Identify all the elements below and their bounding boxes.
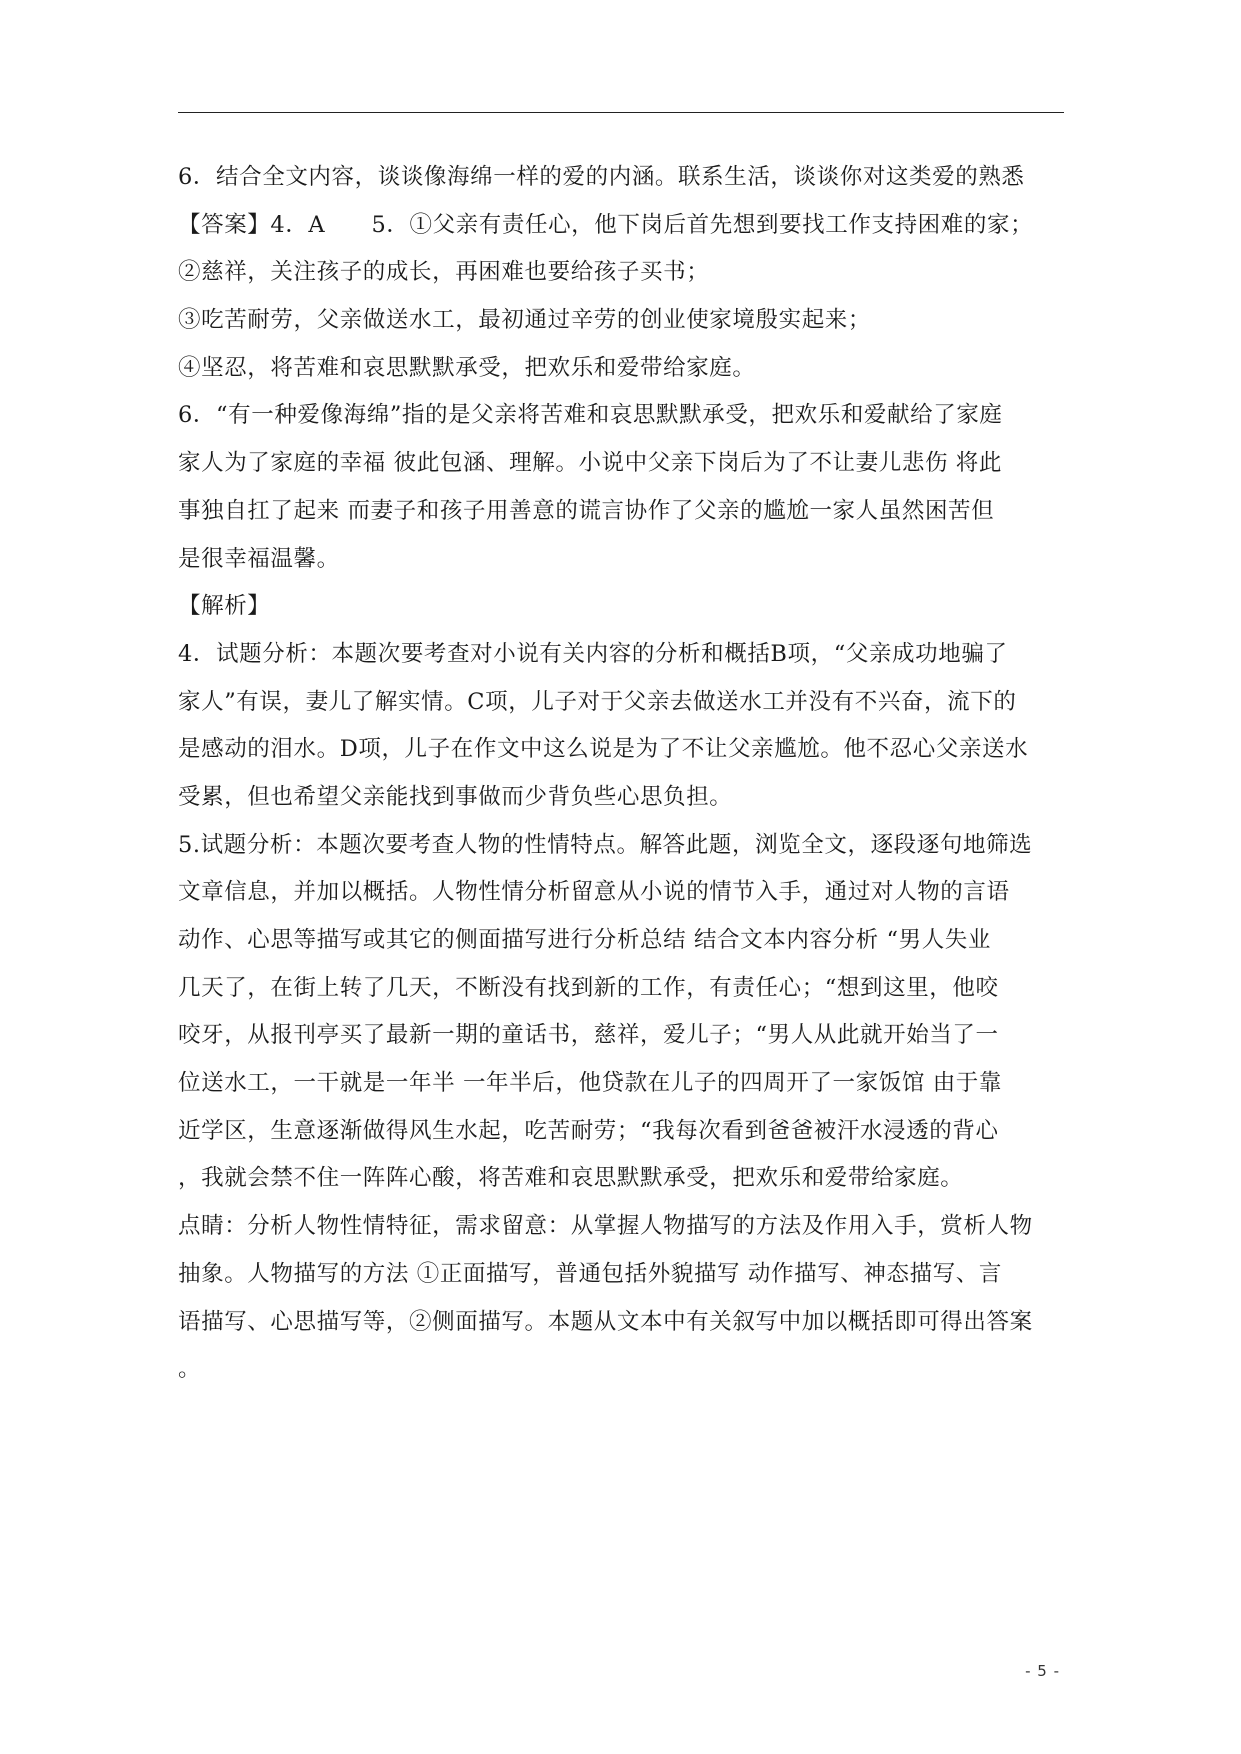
- answer-line: 【答案】4．A 5．①父亲有责任心，他下岗后首先想到要找工作支持困难的家；: [178, 211, 1034, 238]
- analysis-5-line: 几天了，在街上转了几天，不断没有找到新的工作，有责任心；“想到这里，他咬: [178, 974, 999, 1001]
- key-point-line: 。: [178, 1356, 202, 1383]
- analysis-4-line: 受累，但也希望父亲能找到事做而少背负些心思负担。: [178, 783, 733, 810]
- answer-5-point-4: ④坚忍，将苦难和哀思默默承受，把欢乐和爱带给家庭。: [178, 354, 756, 381]
- answer-6-line: 事独自扛了起来 而妻子和孩子用善意的谎言协作了父亲的尴尬一家人虽然困苦但: [178, 497, 995, 524]
- analysis-4-line: 4．试题分析：本题次要考查对小说有关内容的分析和概括B项，“父亲成功地骗了: [178, 640, 1008, 667]
- header-rule: [178, 112, 1064, 113]
- analysis-5-line: ，我就会禁不住一阵阵心酸，将苦难和哀思默默承受，把欢乐和爱带给家庭。: [178, 1165, 964, 1192]
- key-point-line: 抽象。人物描写的方法 ①正面描写，普通包括外貌描写 动作描写、神态描写、言: [178, 1260, 1003, 1287]
- analysis-heading: 【解析】: [178, 593, 271, 620]
- key-point-line: 点睛：分析人物性情特征，需求留意：从掌握人物描写的方法及作用入手，赏析人物: [178, 1213, 1033, 1240]
- analysis-4-line: 是感动的泪水。D项，儿子在作文中这么说是为了不让父亲尴尬。他不忍心父亲送水: [178, 736, 1029, 763]
- key-point-line: 语描写、心思描写等，②侧面描写。本题从文本中有关叙写中加以概括即可得出答案: [178, 1308, 1033, 1335]
- answer-6-line: 家人为了家庭的幸福 彼此包涵、理解。小说中父亲下岗后为了不让妻儿悲伤 将此: [178, 450, 1003, 477]
- answer-5-point-2: ②慈祥，关注孩子的成长，再困难也要给孩子买书；: [178, 259, 710, 286]
- analysis-5-line: 位送水工，一干就是一年半 一年半后，他贷款在儿子的四周开了一家饭馆 由于靠: [178, 1070, 1003, 1097]
- analysis-5-line: 近学区，生意逐渐做得风生水起，吃苦耐劳；“我每次看到爸爸被汗水浸透的背心: [178, 1117, 999, 1144]
- answer-6-line: 6．“有一种爱像海绵”指的是父亲将苦难和哀思默默承受，把欢乐和爱献给了家庭: [178, 402, 1003, 429]
- analysis-5-line: 咬牙，从报刊亭买了最新一期的童话书，慈祥，爱儿子；“男人从此就开始当了一: [178, 1022, 999, 1049]
- analysis-5-line: 5.试题分析：本题次要考查人物的性情特点。解答此题，浏览全文，逐段逐句地筛选: [178, 831, 1033, 858]
- analysis-4-line: 家人”有误，妻儿了解实情。C项，儿子对于父亲去做送水工并没有不兴奋，流下的: [178, 688, 1017, 715]
- answer-5-point-3: ③吃苦耐劳，父亲做送水工，最初通过辛劳的创业使家境殷实起来；: [178, 307, 872, 334]
- analysis-5-line: 动作、心思等描写或其它的侧面描写进行分析总结 结合文本内容分析 “男人失业: [178, 927, 992, 953]
- page-number: - 5 -: [1025, 1662, 1060, 1680]
- document-body: [178, 154, 1078, 1394]
- question-6-prompt: 6．结合全文内容，谈谈像海绵一样的爱的内涵。联系生活，谈谈你对这类爱的熟悉: [178, 164, 1025, 190]
- answer-6-line: 是很幸福温馨。: [178, 545, 340, 572]
- analysis-5-line: 文章信息，并加以概括。人物性情分析留意从小说的情节入手，通过对人物的言语: [178, 879, 1010, 906]
